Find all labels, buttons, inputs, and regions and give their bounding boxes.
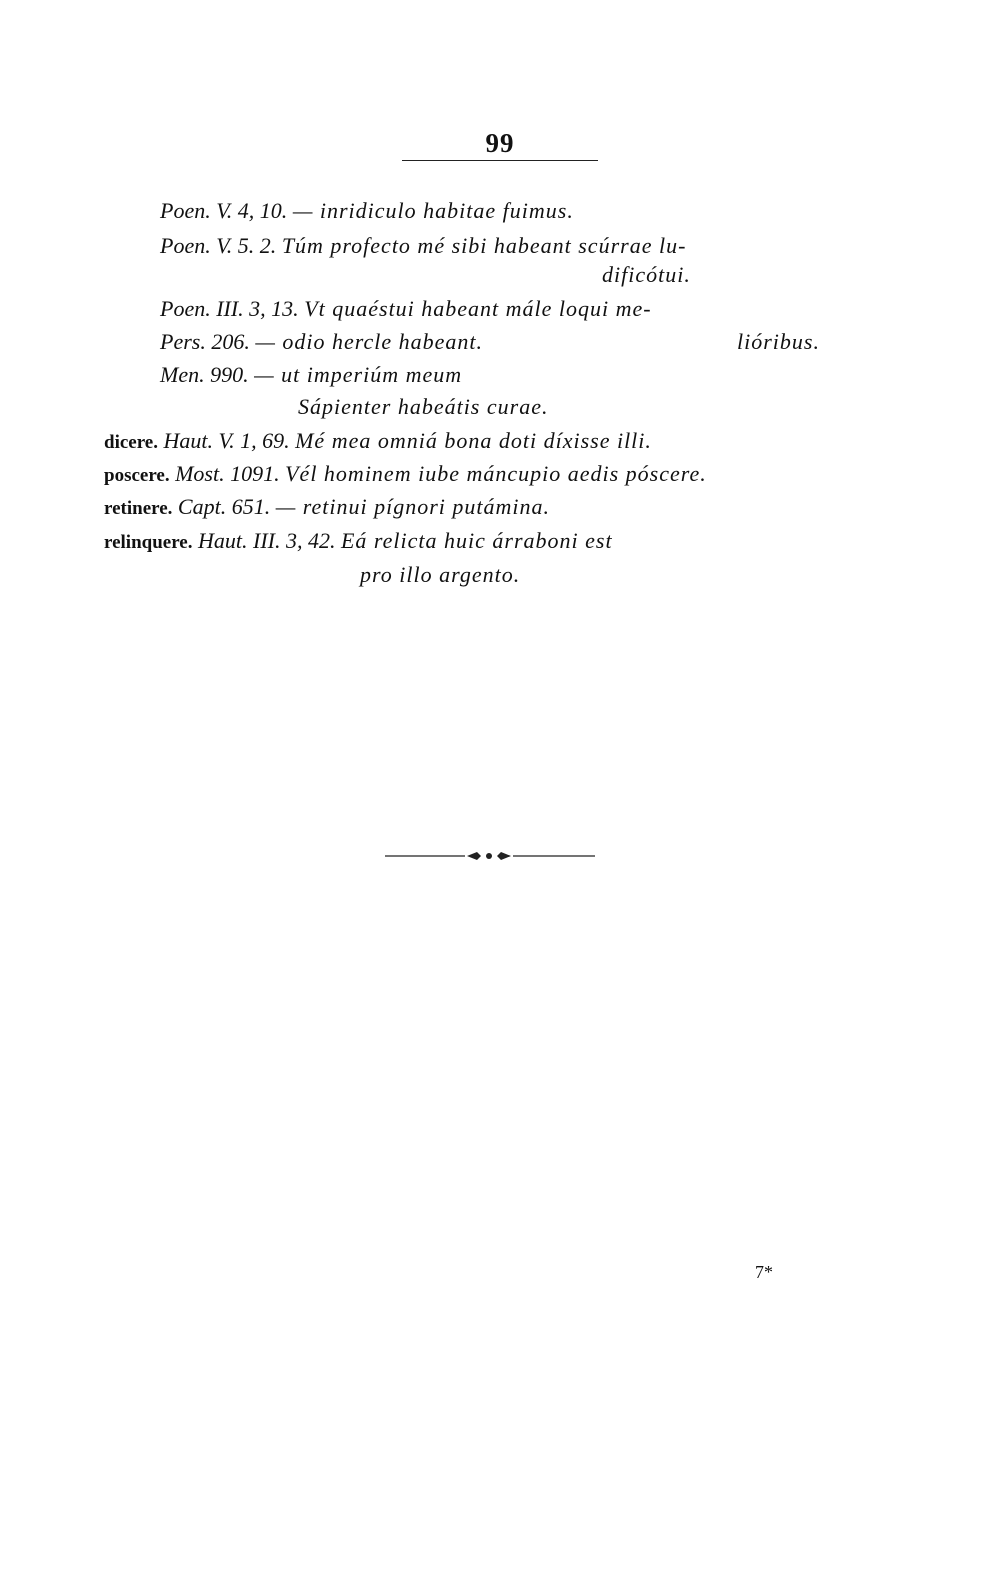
entry-line-8 [104,428,652,456]
citation: Poen. V. 5. 2. [160,233,277,258]
entry-line-6 [160,362,462,388]
entry-line-5-tail [737,329,820,355]
entry-line-2 [160,233,686,259]
quotation: Eá relicta huic árraboni est [340,528,613,553]
entry-line-9 [104,461,707,489]
header-rule [402,160,598,161]
quotation-continuation: Sápienter habeátis curae. [298,394,549,419]
headword: relinquere. [104,532,193,553]
citation: Poen. III. 3, 13. [160,296,299,321]
quotation: — inridiculo habitae fuimus. [292,198,574,223]
entry-line-10 [104,494,550,522]
entry-line-1 [160,198,574,224]
quotation: Vél hominem iube máncupio aedis póscere. [285,461,707,486]
quotation: Vt quaéstui habeant mále loqui me- [304,296,652,321]
quotation: — odio hercle habeant. [255,329,484,354]
entry-line-4 [160,296,652,322]
citation: Poen. V. 4, 10. [160,198,288,223]
citation: Pers. 206. [160,329,250,354]
quotation: — retinui pígnori putámina. [275,494,551,519]
citation: Haut. III. 3, 42. [198,528,336,553]
signature-mark: 7* [755,1262,773,1282]
quotation: Mé mea omniá bona doti díxisse illi. [295,428,652,453]
citation: Capt. 651. [177,494,271,519]
quotation-continuation: pro illo argento. [360,562,521,587]
headword: dicere. [104,432,158,453]
entry-line-3 [602,262,691,288]
decorative-rule-ornament [385,848,595,864]
quotation: — ut imperiúm meum [254,362,463,387]
citation: Men. 990. [160,362,249,387]
headword: poscere. [104,465,170,486]
quotation-continuation: dificótui. [602,262,691,287]
entry-line-11 [104,528,613,556]
page-number: 99 [485,128,515,158]
citation: Most. 1091. [175,461,280,486]
entry-line-12 [360,562,520,588]
quotation-tail: lióribus. [737,329,820,354]
quotation: Túm profecto mé sibi habeant scúrrae lu- [281,233,687,258]
entry-line-7 [298,394,548,420]
citation: Haut. V. 1, 69. [163,428,290,453]
headword: retinere. [104,498,173,519]
